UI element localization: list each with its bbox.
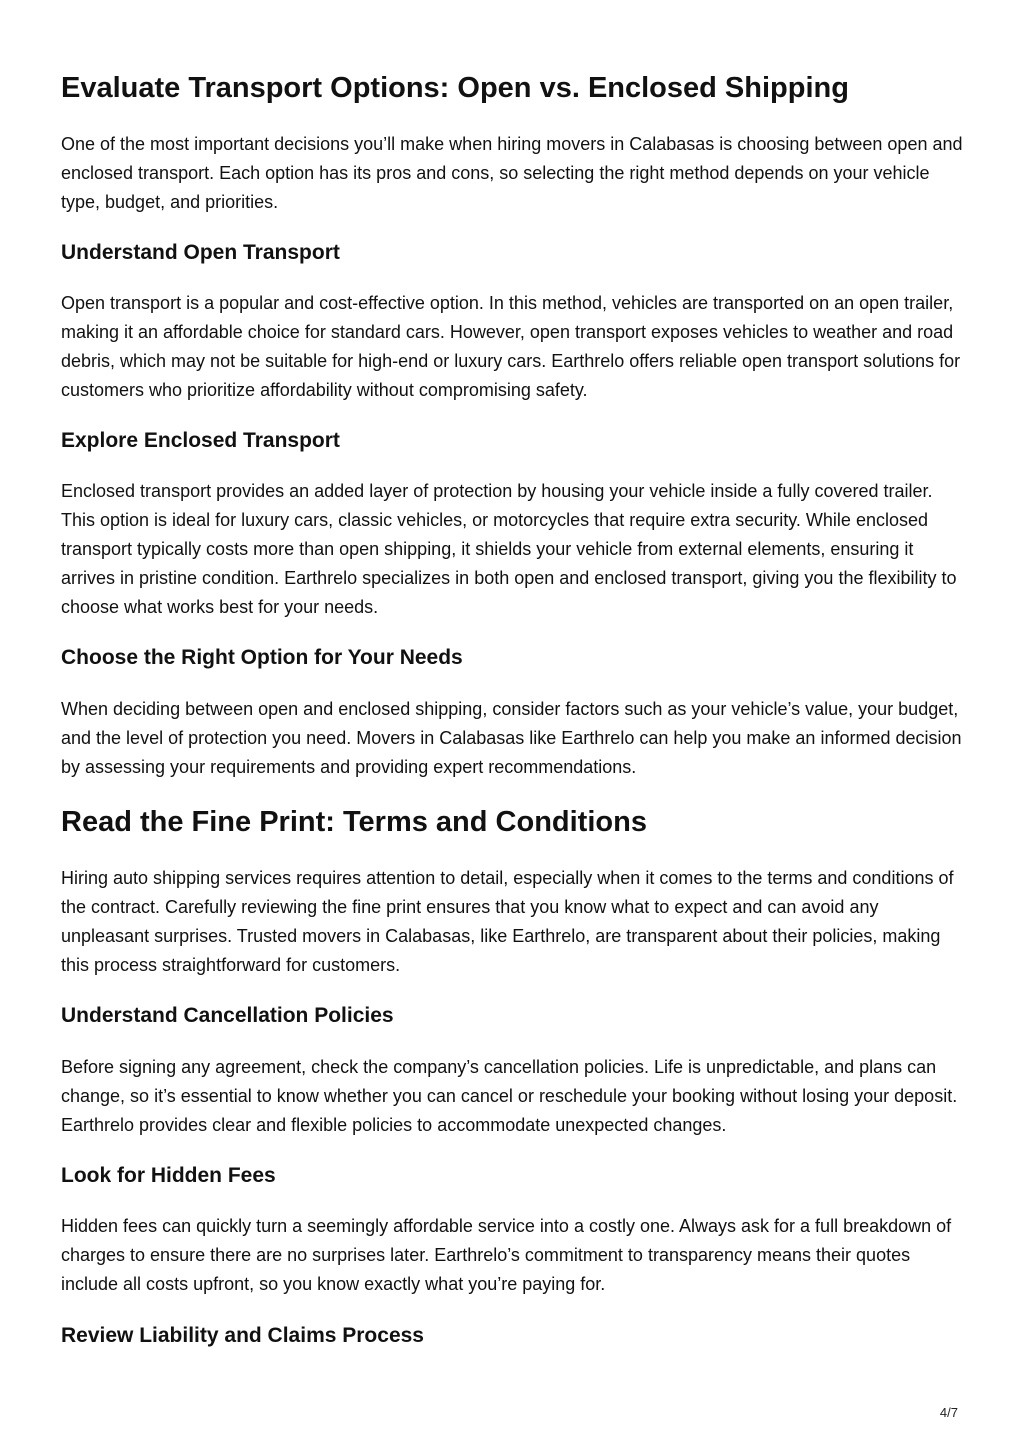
subheading-hidden-fees: Look for Hidden Fees bbox=[61, 1164, 276, 1187]
subheading-cancellation-policies: Understand Cancellation Policies bbox=[61, 1004, 394, 1027]
subheading-choose-option: Choose the Right Option for Your Needs bbox=[61, 646, 463, 669]
subheading-enclosed-transport: Explore Enclosed Transport bbox=[61, 429, 340, 452]
section-intro-fine-print: Hiring auto shipping services requires attention to detail, especially when it comes to the terms and conditions of the contract. Carefully reviewing the fine print ensures that you know what to expect and can avoid any unpleasant surprises. Trusted movers in Calabasas, like Earthrelo, are transparent about their policies, making this process straightforward for customers. bbox=[61, 868, 954, 975]
section-intro-transport-options: One of the most important decisions you’ll make when hiring movers in Calabasas is choosing between open and enclosed transport. Each option has its pros and cons, so selecting the right method depends on your vehicle type, budget, and priorities. bbox=[61, 134, 963, 212]
subheading-open-transport: Understand Open Transport bbox=[61, 241, 340, 264]
paragraph-hidden-fees: Hidden fees can quickly turn a seemingly affordable service into a costly one. Always ask for a full breakdown of charges to ensure there are no surprises later. Earthrelo’s commitment to transparency means their quotes include all costs upfront, so you know exactly what you’re paying for. bbox=[61, 1216, 952, 1294]
section-heading-fine-print: Read the Fine Print: Terms and Conditions bbox=[61, 806, 647, 838]
subheading-liability-claims: Review Liability and Claims Process bbox=[61, 1324, 424, 1347]
paragraph-cancellation-policies: Before signing any agreement, check the company’s cancellation policies. Life is unpredictable, and plans can change, so it’s essential to know whether you can cancel or reschedule your booking without losing your deposit. Earthrelo provides clear and flexible policies to accommodate unexpected changes. bbox=[61, 1057, 958, 1135]
paragraph-enclosed-transport: Enclosed transport provides an added layer of protection by housing your vehicle inside a fully covered trailer. This option is ideal for luxury cars, classic vehicles, or motorcycles that require extra security. While enclosed transport typically costs more than open shipping, it shields your vehicle from external elements, ensuring it arrives in pristine condition. Earthrelo specializes in both open and enclosed transport, giving you the flexibility to choose what works best for your needs. bbox=[61, 481, 957, 617]
paragraph-open-transport: Open transport is a popular and cost-effective option. In this method, vehicles are transported on an open trailer, making it an affordable choice for standard cars. However, open transport exposes vehicles to weather and road debris, which may not be suitable for high-end or luxury cars. Earthrelo offers reliable open transport solutions for customers who prioritize affordability without compromising safety. bbox=[61, 293, 961, 400]
section-heading-transport-options: Evaluate Transport Options: Open vs. Enclosed Shipping bbox=[61, 72, 849, 104]
paragraph-choose-option: When deciding between open and enclosed shipping, consider factors such as your vehicle’s value, your budget, and the level of protection you need. Movers in Calabasas like Earthrelo can help you make an informed decision by assessing your requirements and providing expert recommendations. bbox=[61, 699, 962, 777]
page-number: 4/7 bbox=[939, 1405, 958, 1420]
